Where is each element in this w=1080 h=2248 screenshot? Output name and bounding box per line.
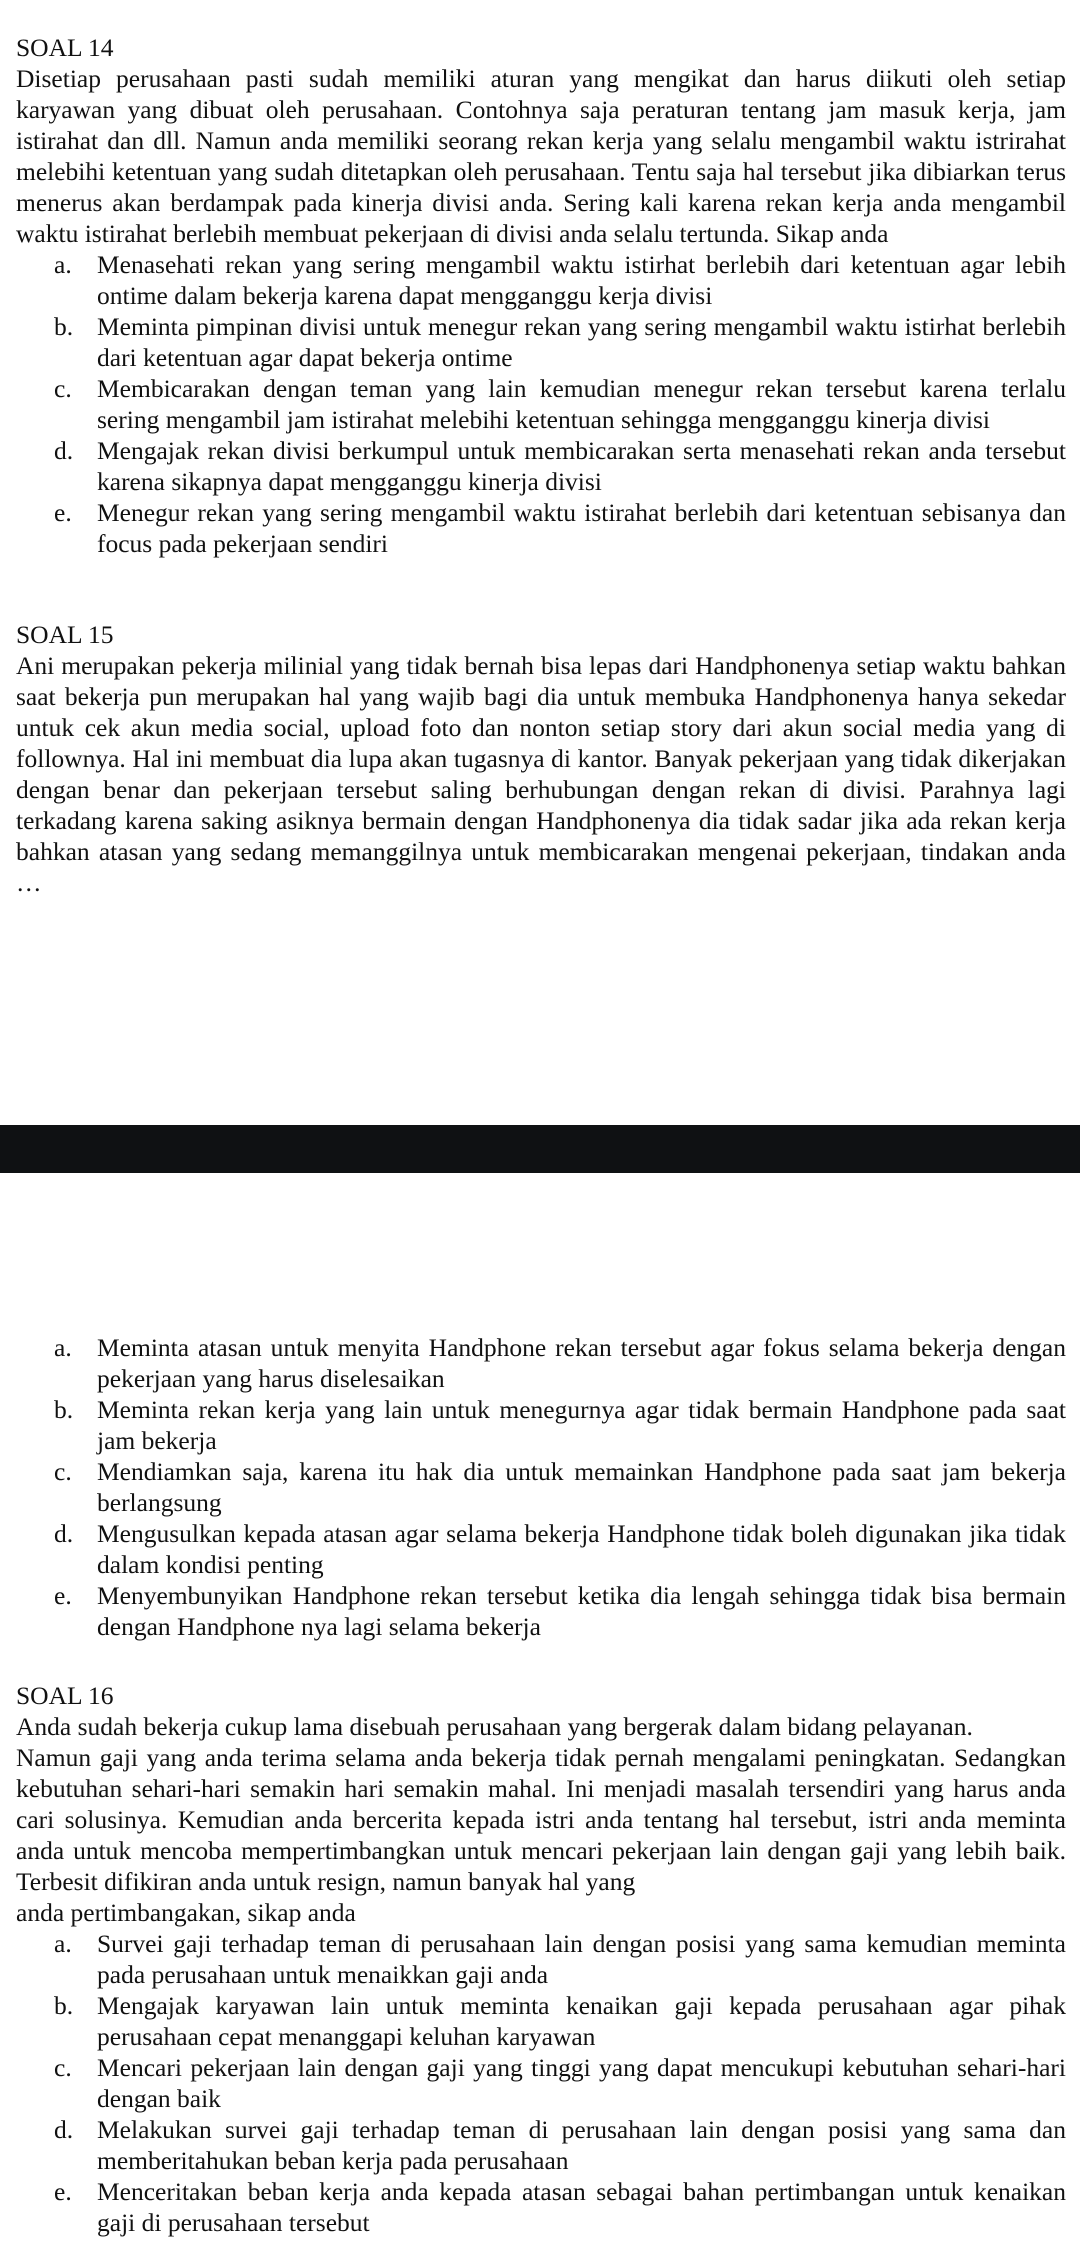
option-letter: c. [54, 2053, 72, 2082]
option-letter: a. [54, 1333, 72, 1362]
question-15-title: SOAL 15 [16, 620, 114, 649]
question-15-options [16, 1332, 1066, 1642]
option-letter: b. [54, 312, 74, 341]
question-14-option-e [16, 497, 1066, 559]
redaction-band [0, 1125, 1080, 1173]
option-letter: b. [54, 1991, 74, 2020]
question-15-option-d [16, 1518, 1066, 1580]
question-16-option-b [16, 1990, 1066, 2052]
option-text: Mengusulkan kepada atasan agar selama bekerja Handphone tidak boleh digunakan jika tidak dalam kondisi penting [97, 1519, 1066, 1579]
option-text: Meminta pimpinan divisi untuk menegur rekan yang sering mengambil waktu istirhat berlebih dari ketentuan agar dapat bekerja ontime [97, 312, 1066, 372]
question-16-option-a [16, 1928, 1066, 1990]
question-14-option-a [16, 249, 1066, 311]
question-15-option-b [16, 1394, 1066, 1456]
option-text: Melakukan survei gaji terhadap teman di perusahaan lain dengan posisi yang sama dan memberitahukan beban kerja pada perusahaan [97, 2115, 1066, 2175]
question-16-text-last: anda pertimbangakan, sikap anda [16, 1898, 356, 1927]
option-text: Mencari pekerjaan lain dengan gaji yang tinggi yang dapat mencukupi kebutuhan sehari-hari dengan baik [97, 2053, 1066, 2113]
option-letter: e. [54, 1581, 72, 1610]
question-15-option-c [16, 1456, 1066, 1518]
option-text: Mengajak rekan divisi berkumpul untuk membicarakan serta menasehati rekan anda tersebut karena sikapnya dapat mengganggu kinerja divisi [97, 436, 1066, 496]
question-14-option-c [16, 373, 1066, 435]
option-text: Menegur rekan yang sering mengambil waktu istirahat berlebih dari ketentuan sebisanya dan focus pada pekerjaan sendiri [97, 498, 1066, 558]
question-16-option-c [16, 2052, 1066, 2114]
question-16-title: SOAL 16 [16, 1681, 114, 1710]
question-16-text-body: Namun gaji yang anda terima selama anda bekerja tidak pernah mengalami peningkatan. Sedangkan kebutuhan sehari-hari semakin hari semakin mahal. Ini menjadi masalah tersendiri yang harus anda cari solusinya. Kemudian anda bercerita kepada istri anda tentang hal tersebut, istri anda meminta anda untuk mencoba mempertimbangkan untuk mencari pekerjaan lain dengan gaji yang lebih baik. Terbesit difikiran anda untuk resign, namun banyak hal yang [16, 1743, 1066, 1896]
option-text: Menasehati rekan yang sering mengambil waktu istirhat berlebih dari ketentuan agar lebih ontime dalam bekerja karena dapat mengganggu kerja divisi [97, 250, 1066, 310]
question-14 [16, 32, 1066, 559]
option-text: Membicarakan dengan teman yang lain kemudian menegur rekan tersebut karena terlalu sering mengambil jam istirahat melebihi ketentuan sehingga mengganggu kinerja divisi [97, 374, 1066, 434]
option-letter: a. [54, 250, 72, 279]
question-16-option-e [16, 2176, 1066, 2238]
option-letter: e. [54, 2177, 72, 2206]
question-16-option-d [16, 2114, 1066, 2176]
question-14-option-d [16, 435, 1066, 497]
question-15-text: Ani merupakan pekerja milinial yang tidak bernah bisa lepas dari Handphonenya setiap waktu bahkan saat bekerja pun merupakan hal yang wajib bagi dia untuk membuka Handphonenya hanya sekedar untuk cek akun media social, upload foto dan nonton setiap story dari akun social media yang di followny​a. Hal ini membuat dia lupa akan tugasnya di kantor. Banyak pekerjaan yang tidak dikerjakan dengan benar dan pekerjaan tersebut saling berhubungan dengan rekan di divisi. Parahnya lagi terkadang karena saking asiknya bermain dengan Handphonenya dia tidak sadar jika ada rekan kerja bahkan atasan yang sedang memanggilnya untuk membicarakan mengenai pekerjaan, tindakan anda … [16, 651, 1066, 897]
question-14-option-b [16, 311, 1066, 373]
option-letter: c. [54, 374, 72, 403]
question-16 [16, 1680, 1066, 2238]
option-text: Menyembunyikan Handphone rekan tersebut ketika dia lengah sehingga tidak bisa bermain dengan Handphone nya lagi selama bekerja [97, 1581, 1066, 1641]
option-letter: b. [54, 1395, 74, 1424]
question-15-option-e [16, 1580, 1066, 1642]
question-15-option-a [16, 1332, 1066, 1394]
option-letter: d. [54, 2115, 74, 2144]
question-16-text-line-1: Anda sudah bekerja cukup lama disebuah perusahaan yang bergerak dalam bidang pelayanan. [16, 1712, 973, 1741]
question-16-options [16, 1928, 1066, 2238]
question-15-answers [16, 1332, 1066, 1642]
question-14-options [16, 249, 1066, 559]
option-letter: a. [54, 1929, 72, 1958]
option-text: Meminta atasan untuk menyita Handphone rekan tersebut agar fokus selama bekerja dengan pekerjaan yang harus diselesaikan [97, 1333, 1066, 1393]
option-letter: e. [54, 498, 72, 527]
option-text: Mengajak karyawan lain untuk meminta kenaikan gaji kepada perusahaan agar pihak perusahaan cepat menanggapi keluhan karyawan [97, 1991, 1066, 2051]
question-14-title: SOAL 14 [16, 33, 114, 62]
option-text: Menceritakan beban kerja anda kepada atasan sebagai bahan pertimbangan untuk kenaikan gaji di perusahaan tersebut [97, 2177, 1066, 2237]
option-letter: d. [54, 1519, 74, 1548]
option-letter: d. [54, 436, 74, 465]
option-text: Mendiamkan saja, karena itu hak dia untuk memainkan Handphone pada saat jam bekerja berlangsung [97, 1457, 1066, 1517]
question-15 [16, 619, 1066, 898]
option-text: Survei gaji terhadap teman di perusahaan lain dengan posisi yang sama kemudian meminta pada perusahaan untuk menaikkan gaji anda [97, 1929, 1066, 1989]
question-14-text: Disetiap perusahaan pasti sudah memiliki aturan yang mengikat dan harus diikuti oleh setiap karyawan yang dibuat oleh perusahaan. Contohnya saja peraturan tentang jam masuk kerja, jam istirahat dan dll. Namun anda memiliki seorang rekan kerja yang selalu mengambil waktu istrirahat melebihi ketentuan yang sudah ditetapkan oleh perusahaan. Tentu saja hal tersebut jika dibiarkan terus menerus akan berdampak pada kinerja divisi anda. Sering kali karena rekan kerja anda mengambil waktu istirahat berlebih membuat pekerjaan di divisi anda selalu tertunda. Sikap anda [16, 64, 1066, 248]
option-letter: c. [54, 1457, 72, 1486]
option-text: Meminta rekan kerja yang lain untuk menegurnya agar tidak bermain Handphone pada saat jam bekerja [97, 1395, 1066, 1455]
